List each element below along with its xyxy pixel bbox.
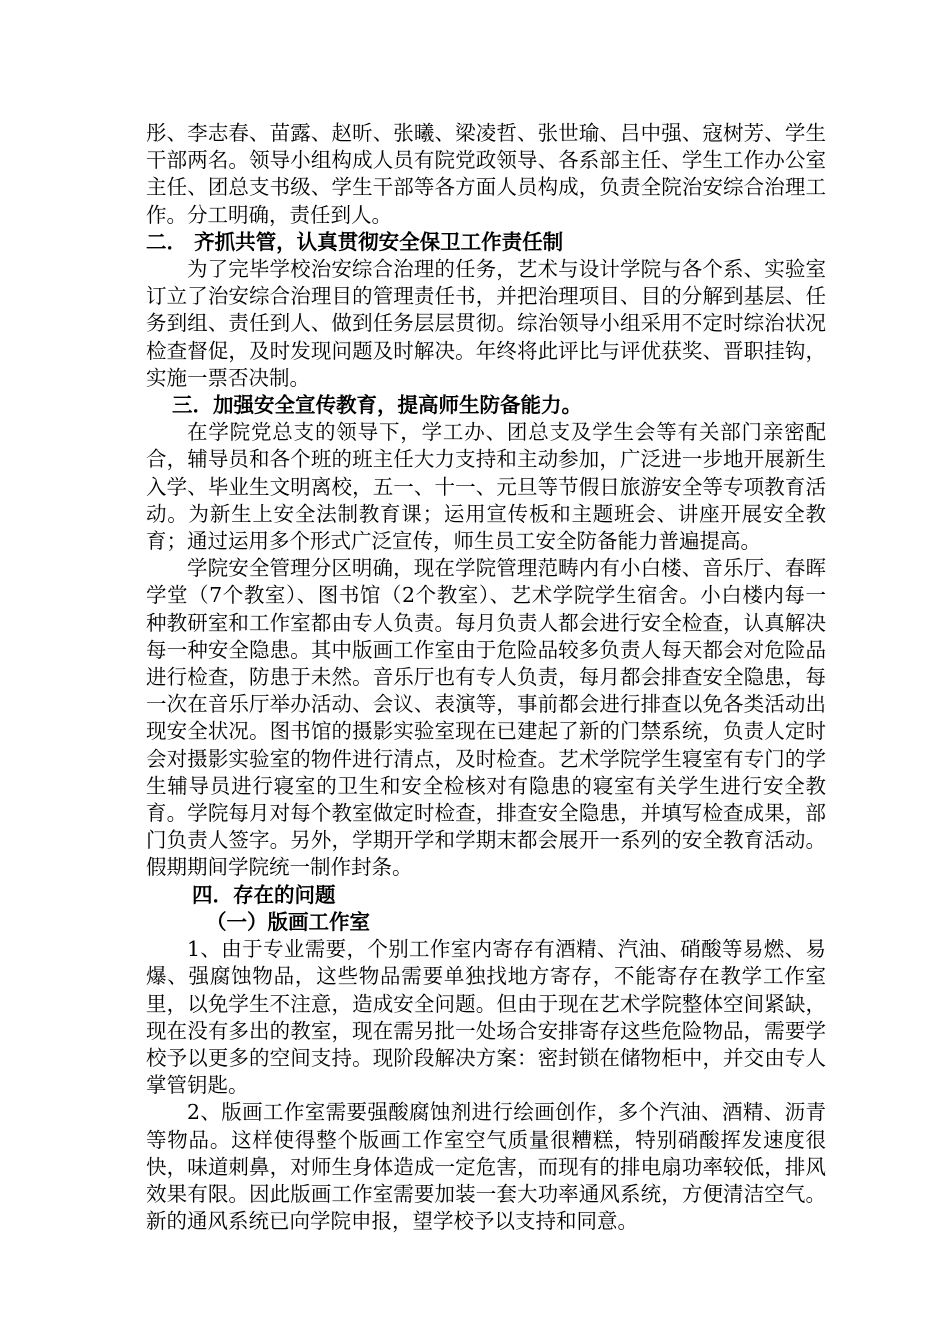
paragraph-item-2: 2、版画工作室需要强酸腐蚀剂进行绘画创作，多个汽油、酒精、沥青等物品。这样使得整个版画工作室空气质量很糟糕，特别硝酸挥发速度很快，味道刺鼻，对师生身体造成一定危害，而现有的排电扇功率较低，排风效果有限。因此版画工作室需要加装一套大功率通风系统，方便清洁空气。新的通风系统已向学院申报，望学校予以支持和同意。 — [146, 1100, 826, 1234]
paragraph-section-3b: 学院安全管理分区明确，现在学院管理范畴内有小白楼、音乐厅、春晖学堂（7个教室）、图书馆（2个教室）、艺术学院学生宿舍。小白楼内每一种教研室和工作室都由专人负责。每月负责人都会进行安全检查，认真解决每一种安全隐患。其中版画工作室由于危险品较多负责人每天都会对危险品进行检查，防患于未然。音乐厅也有专人负责，每月都会排查安全隐患，每一次在音乐厅举办活动、会议、表演等，事前都会进行排查以免各类活动出现安全状况。图书馆的摄影实验室现在已建起了新的门禁系统，负责人定时会对摄影实验室的物件进行清点，及时检查。艺术学院学生寝室有专门的学生辅导员进行寝室的卫生和安全检核对有隐患的寝室有关学生进行安全教育。学院每月对每个教室做定时检查，排查安全隐患，并填写检查成果，部门负责人签字。另外，学期开学和学期末都会展开一系列的安全教育活动。假期期间学院统一制作封条。 — [146, 556, 826, 880]
paragraph-item-1: 1、由于专业需要，个别工作室内寄存有酒精、汽油、硝酸等易燃、易爆、强腐蚀物品，这些物品需要单独找地方寄存，不能寄存在教学工作室里，以免学生不注意，造成安全问题。但由于现在艺术学院整体空间紧缺，现在没有多出的教室，现在需另批一处场合安排寄存这些危险物品，需要学校予以更多的空间支持。现阶段解决方案：密封锁在储物柜中，并交由专人掌管钥匙。 — [146, 937, 826, 1098]
section-heading-2: 二． 齐抓共管，认真贯彻安全保卫工作责任制 — [146, 229, 564, 254]
section-heading-4: 四．存在的问题 — [192, 882, 336, 907]
section-heading-3: 三．加强安全宣传教育，提高师生防备能力。 — [172, 393, 582, 418]
paragraph-section-2: 为了完毕学校治安综合治理的任务，艺术与设计学院与各个系、实验室订立了治安综合治理目的管理责任书，并把治理项目、目的分解到基层、任务到组、责任到人、做到任务层层贯彻。综治领导小组采用不定时综治状况检查督促，及时发现问题及时解决。年终将此评比与评优获奖、晋职挂钩，实施一票否决制。 — [146, 257, 826, 390]
paragraph-intro: 彤、李志春、苗露、赵昕、张曦、梁凌哲、张世瑜、吕中强、寇树芳、学生干部两名。领导小组构成人员有院党政领导、各系部主任、学生工作办公室主任、团总支书级、学生干部等各方面人员构成，负责全院治安综合治理工作。分工明确，责任到人。 — [146, 121, 826, 227]
document-body — [146, 120, 826, 1235]
paragraph-section-3a: 在学院党总支的领导下，学工办、团总支及学生会等有关部门亲密配合，辅导员和各个班的班主任大力支持和主动参加，广泛进一步地开展新生入学、毕业生文明离校，五一、十一、元旦等节假日旅游安全等专项教育活动。为新生上安全法制教育课；运用宣传板和主题班会、讲座开展安全教育；通过运用多个形式广泛宣传，师生员工安全防备能力普遍提高。 — [146, 420, 826, 554]
subsection-heading-4-1: （一）版画工作室 — [206, 909, 370, 934]
